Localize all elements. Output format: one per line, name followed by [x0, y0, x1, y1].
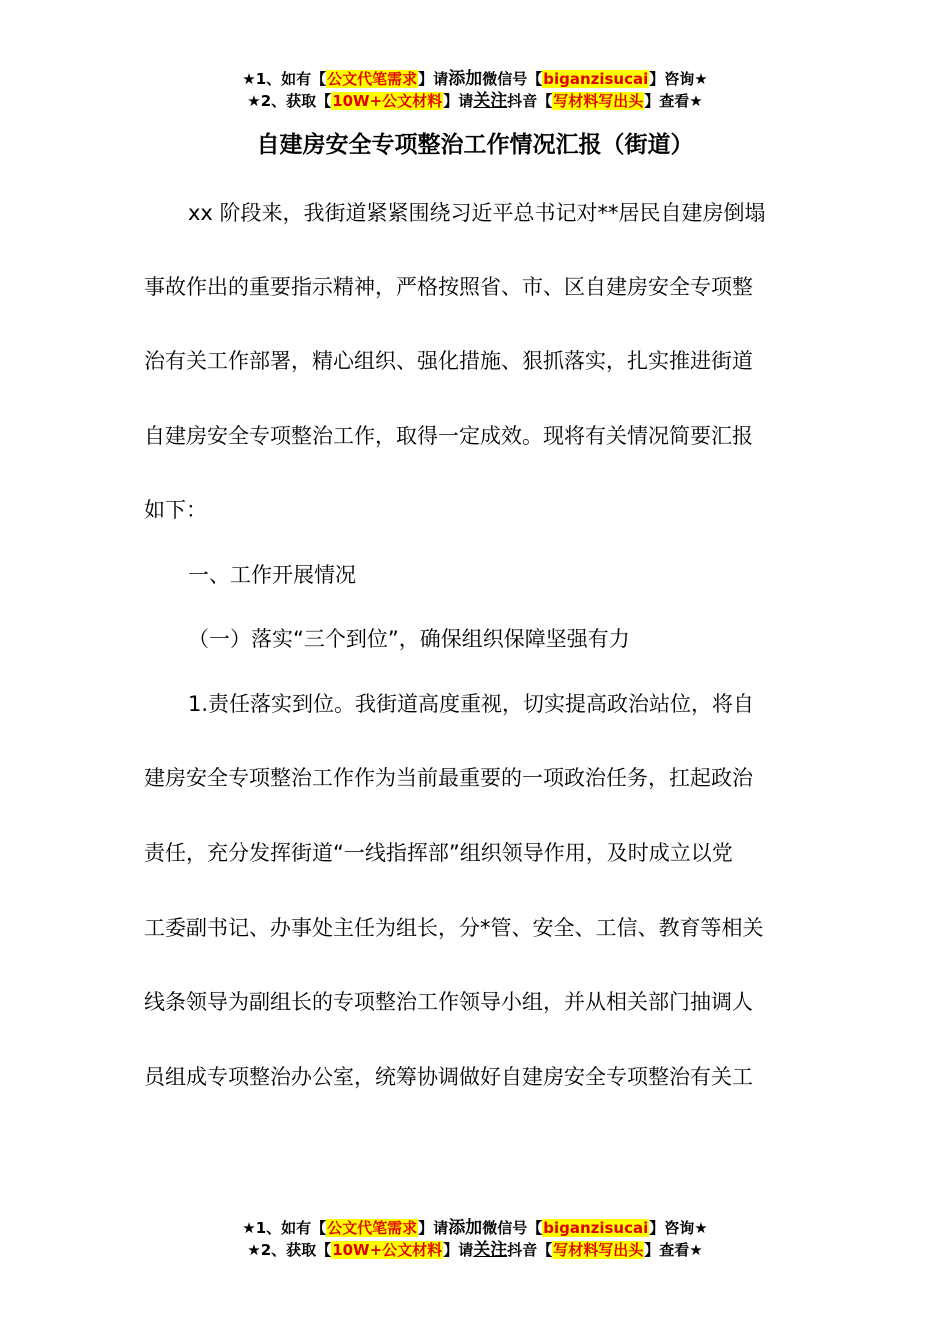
- footer-banner: [0, 1217, 950, 1261]
- banner-highlight-wechat: biganzisucai: [543, 70, 649, 88]
- section-heading: 一、工作开展情况: [188, 563, 356, 587]
- paragraph-line: 建房安全专项整治工作作为当前最重要的一项政治任务，扛起政治: [144, 766, 753, 790]
- banner-highlight-douyin: 写材料写出头: [553, 92, 644, 110]
- page-title: 自建房安全专项整治工作情况汇报（街道）: [256, 132, 694, 158]
- banner-highlight-douyin: 写材料写出头: [553, 1241, 644, 1259]
- paragraph-line: 事故作出的重要指示精神，严格按照省、市、区自建房安全专项整: [144, 275, 753, 299]
- banner-line-2: ★2、获取【10W+公文材料】请关注抖音【写材料写出头】查看★: [247, 1240, 703, 1260]
- banner-highlight-service: 公文代笔需求: [327, 70, 418, 88]
- banner-line-1: ★1、如有【公文代笔需求】请添加微信号【biganzisucai】咨询★: [242, 69, 708, 89]
- banner-highlight-materials: 10W+公文材料: [332, 1241, 443, 1259]
- banner-line-1: ★1、如有【公文代笔需求】请添加微信号【biganzisucai】咨询★: [242, 1218, 708, 1238]
- banner-highlight-materials: 10W+公文材料: [332, 92, 443, 110]
- subsection-heading: （一）落实“三个到位”，确保组织保障坚强有力: [188, 627, 630, 651]
- paragraph-line: 治有关工作部署，精心组织、强化措施、狠抓落实，扎实推进街道: [144, 349, 753, 373]
- paragraph-line: 如下：: [144, 498, 207, 522]
- paragraph-line: 工委副书记、办事处主任为组长，分*管、安全、工信、教育等相关: [144, 916, 764, 940]
- banner-highlight-service: 公文代笔需求: [327, 1219, 418, 1237]
- paragraph-line: 员组成专项整治办公室，统筹协调做好自建房安全专项整治有关工: [144, 1065, 753, 1089]
- banner-highlight-wechat: biganzisucai: [543, 1219, 649, 1237]
- banner-line-2: ★2、获取【10W+公文材料】请关注抖音【写材料写出头】查看★: [247, 91, 703, 111]
- paragraph-line: 责任，充分发挥街道“一线指挥部”组织领导作用，及时成立以党: [144, 841, 733, 865]
- header-banner: [0, 68, 950, 112]
- paragraph-line: xx 阶段来，我街道紧紧围绕习近平总书记对**居民自建房倒塌: [188, 201, 766, 225]
- paragraph-line: 1.责任落实到位。我街道高度重视，切实提高政治站位，将自: [188, 692, 755, 716]
- paragraph-line: 线条领导为副组长的专项整治工作领导小组，并从相关部门抽调人: [144, 990, 753, 1014]
- paragraph-line: 自建房安全专项整治工作，取得一定成效。现将有关情况简要汇报: [144, 424, 753, 448]
